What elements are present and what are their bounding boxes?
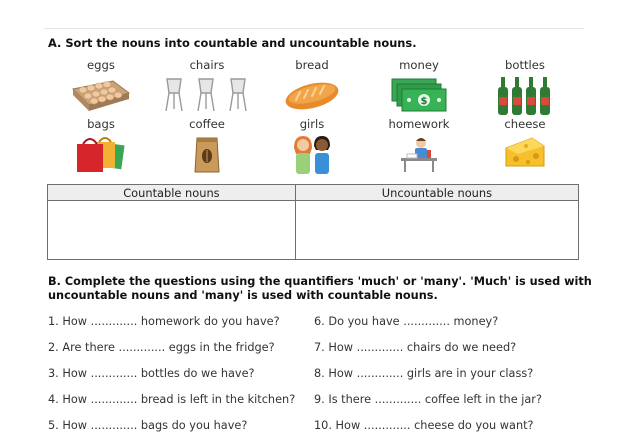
noun-label: girls: [299, 117, 325, 131]
noun-eggs: [46, 58, 156, 115]
uncountable-nouns-header: Uncountable nouns: [295, 185, 578, 201]
noun-label: bags: [87, 117, 115, 131]
money-icon: [390, 75, 448, 113]
noun-homework: [364, 117, 474, 174]
noun-label: homework: [388, 117, 450, 131]
sorting-table: [47, 184, 579, 260]
bread-icon: [282, 75, 342, 113]
shopping-bags-icon: [73, 134, 129, 174]
homework-icon: [397, 134, 441, 174]
question-4: 4. How ............. bread is left in the kitchen?: [48, 393, 296, 406]
question-7: 7. How ............. chairs do we need?: [314, 341, 517, 354]
noun-coffee: [152, 117, 262, 174]
coffee-bag-icon: [192, 134, 222, 174]
question-1: 1. How ............. homework do you have?: [48, 315, 280, 328]
question-8: 8. How ............. girls are in your class?: [314, 367, 534, 380]
noun-label: chairs: [189, 58, 225, 72]
noun-label: bread: [295, 58, 329, 72]
noun-label: bottles: [505, 58, 545, 72]
question-9: 9. Is there ............. coffee left in the jar?: [314, 393, 542, 406]
noun-money: [364, 58, 474, 113]
noun-label: eggs: [87, 58, 115, 72]
top-divider: [44, 28, 584, 29]
bottles-icon: [497, 75, 553, 117]
question-5: 5. How ............. bags do you have?: [48, 419, 248, 432]
noun-label: coffee: [189, 117, 225, 131]
eggs-tray-icon: [69, 75, 133, 115]
section-b-instructions: B. Complete the questions using the quantifiers 'much' or 'many'. 'Much' is used with uncountable nouns and 'many' is used with countable nouns.: [48, 275, 592, 302]
uncountable-nouns-cell[interactable]: [295, 201, 578, 260]
question-6: 6. Do you have ............. money?: [314, 315, 499, 328]
girls-icon: [290, 134, 334, 174]
question-3: 3. How ............. bottles do we have?: [48, 367, 255, 380]
noun-bread: [257, 58, 367, 113]
noun-bags: [46, 117, 156, 174]
chairs-icon: [159, 75, 255, 115]
noun-label: cheese: [504, 117, 546, 131]
noun-cheese: [470, 117, 580, 172]
noun-label: money: [399, 58, 439, 72]
svg-text:$: $: [420, 96, 428, 107]
cheese-icon: [502, 134, 548, 172]
noun-girls: [257, 117, 367, 174]
section-a-title: A. Sort the nouns into countable and uncountable nouns.: [48, 36, 417, 50]
noun-bottles: [470, 58, 580, 117]
noun-chairs: [152, 58, 262, 115]
countable-nouns-cell[interactable]: [48, 201, 296, 260]
question-2: 2. Are there ............. eggs in the fridge?: [48, 341, 275, 354]
countable-nouns-header: Countable nouns: [48, 185, 296, 201]
question-10: 10. How ............. cheese do you want?: [314, 419, 534, 432]
